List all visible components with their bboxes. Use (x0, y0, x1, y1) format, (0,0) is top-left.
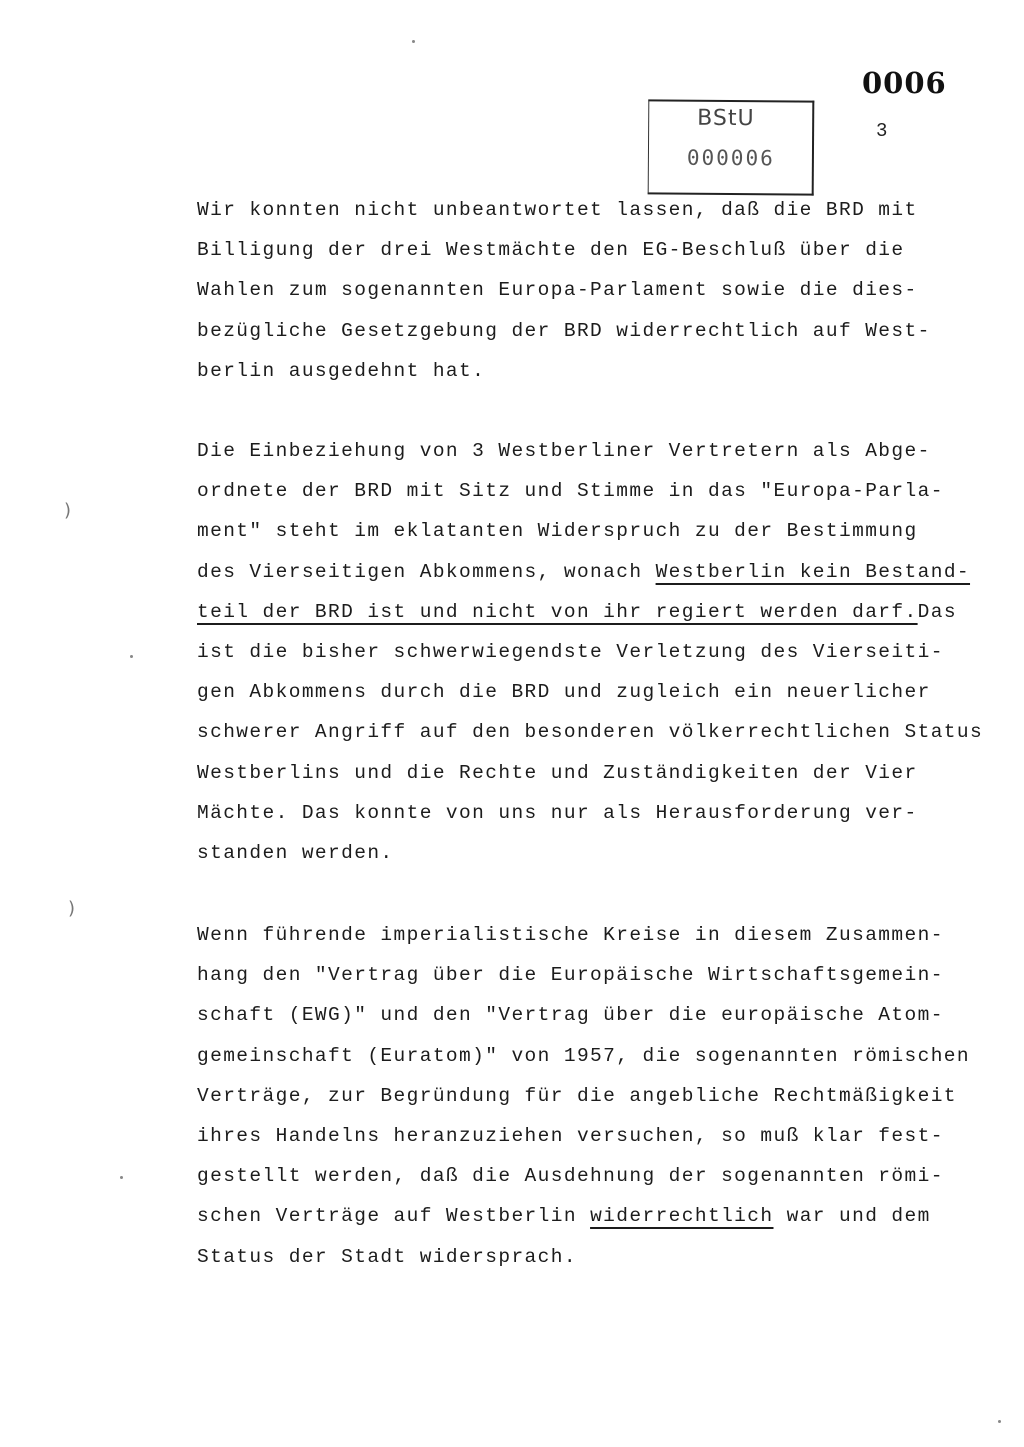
text-line (197, 592, 957, 632)
text-line: Wenn führende imperialistische Kreise in diesem Zusammen- (197, 924, 944, 946)
scan-mark: ) (64, 500, 72, 521)
text-line: gemeinschaft (Euratom)" von 1957, die sogenannten römischen (197, 1044, 971, 1067)
paragraph-1 (197, 190, 957, 391)
scan-speck (998, 1420, 1001, 1423)
text-line: ment" steht im eklatanten Widerspruch zu der Bestimmung (197, 520, 918, 543)
text-line (197, 552, 971, 592)
scan-speck (130, 655, 133, 658)
text-line: berlin ausgedehnt hat. (197, 359, 486, 382)
text-segment: schen Verträge auf Westberlin (197, 1205, 591, 1228)
text-line: Wir konnten nicht unbeantwortet lassen, daß die BRD mit (197, 199, 918, 221)
archive-stamp (648, 99, 815, 195)
text-line (197, 1196, 957, 1236)
text-line: ordnete der BRD mit Sitz und Stimme in das "Europa-Parla- (197, 480, 944, 503)
text-segment: Das (917, 600, 957, 623)
archive-page-number: 0006 (862, 66, 947, 100)
scan-speck (412, 40, 415, 43)
underlined-text: widerrechtlich (590, 1205, 774, 1228)
underlined-text: teil der BRD ist und nicht von ihr regiert werden darf. (197, 600, 918, 623)
stamp-agency: BStU (697, 105, 755, 132)
text-line: gen Abkommens durch die BRD und zugleich ein neuerlicher (197, 681, 931, 704)
text-line: ist die bisher schwerwiegendste Verletzung des Vierseiti- (197, 640, 944, 663)
scan-mark: ) (68, 898, 76, 919)
underlined-text: Westberlin kein Bestand- (655, 560, 971, 583)
paragraph-3 (197, 915, 971, 1277)
text-line: Westberlins und die Rechte und Zuständigkeiten der Vier (197, 761, 918, 784)
text-line: Wahlen zum sogenannten Europa-Parlament sowie die dies- (197, 279, 918, 302)
text-line: bezügliche Gesetzgebung der BRD widerrechtlich auf West- (197, 319, 931, 342)
text-segment: des Vierseitigen Abkommens, wonach (197, 560, 656, 583)
text-line: schwerer Angriff auf den besonderen völkerrechtlichen Status (197, 721, 984, 744)
page-number: 3 (876, 120, 888, 142)
stamp-serial: 000006 (686, 145, 775, 171)
text-line: Die Einbeziehung von 3 Westberliner Vertretern als Abge- (197, 440, 931, 462)
text-line: Billigung der drei Westmächte den EG-Beschluß über die (197, 239, 905, 262)
text-line: schaft (EWG)" und den "Vertrag über die europäische Atom- (197, 1004, 944, 1027)
text-line: standen werden. (197, 841, 394, 864)
paragraph-2 (197, 431, 984, 873)
text-line: Verträge, zur Begründung für die angebliche Rechtmäßigkeit (197, 1084, 957, 1107)
text-segment: war und dem (773, 1205, 931, 1228)
scan-speck (120, 1176, 123, 1179)
text-line: hang den "Vertrag über die Europäische Wirtschaftsgemein- (197, 964, 944, 987)
text-line: Mächte. Das konnte von uns nur als Herausforderung ver- (197, 801, 918, 824)
text-line: ihres Handelns heranzuziehen versuchen, so muß klar fest- (197, 1124, 944, 1147)
text-line: gestellt werden, daß die Ausdehnung der sogenannten römi- (197, 1165, 944, 1188)
text-line: Status der Stadt widersprach. (197, 1245, 577, 1268)
